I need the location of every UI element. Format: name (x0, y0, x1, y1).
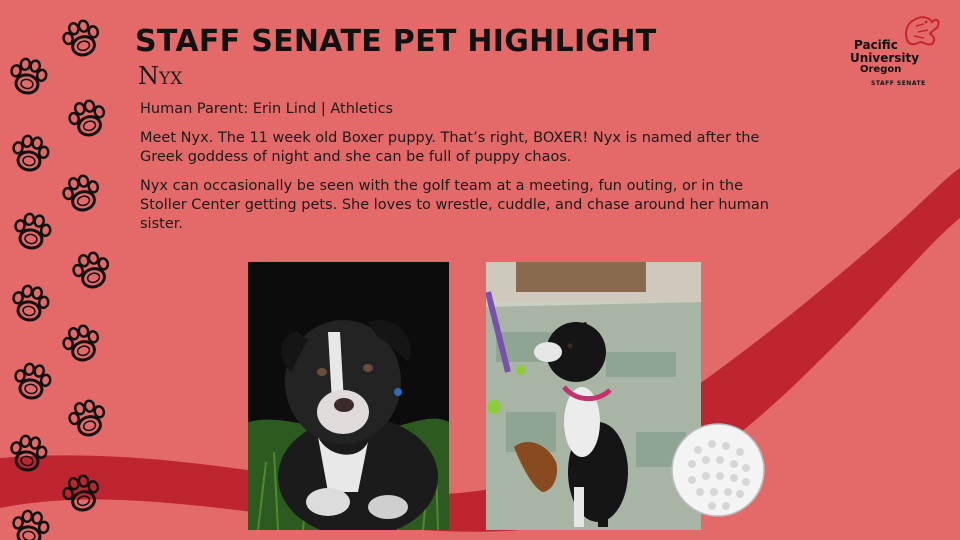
paw-print-icon (60, 173, 102, 214)
pet-name: Nyx (138, 62, 183, 90)
paw-print-icon (60, 473, 102, 514)
logo-line-pacific: Pacific (854, 38, 898, 52)
photo-puppy-grass (248, 262, 449, 530)
paw-print-icon (70, 250, 112, 291)
paw-print-icon (8, 434, 48, 473)
paragraph-intro: Meet Nyx. The 11 week old Boxer puppy. That’s right, BOXER! Nyx is named after the Greek goddess of night and she can be full of puppy chaos. (140, 130, 760, 165)
golf-ball-icon (668, 420, 768, 520)
paw-print-icon (8, 57, 48, 96)
paw-print-icon (66, 398, 108, 439)
slide-title: STAFF SENATE PET HIGHLIGHT (135, 24, 657, 59)
paw-print-icon (60, 323, 102, 364)
paw-print-icon (10, 284, 50, 323)
paw-print-icon (10, 134, 50, 173)
logo-staff-senate: STAFF SENATE (871, 80, 926, 87)
paw-print-icon (10, 509, 50, 540)
paw-print-icon (66, 98, 108, 139)
pacific-university-logo (840, 12, 950, 92)
human-parent: Human Parent: Erin Lind | Athletics (140, 101, 394, 117)
paw-print-icon (12, 362, 52, 401)
paw-print-icon (12, 212, 52, 251)
paw-print-icon (60, 18, 102, 59)
body-text (140, 100, 770, 244)
paragraph-details: Nyx can occasionally be seen with the golf team at a meeting, fun outing, or in the Stoller Center getting pets. She loves to wrestle, cuddle, and chase around her human sister. (140, 178, 769, 232)
paw-print-column (0, 0, 120, 540)
logo-line-oregon: Oregon (860, 64, 902, 75)
logo-line-university: University (850, 51, 920, 65)
